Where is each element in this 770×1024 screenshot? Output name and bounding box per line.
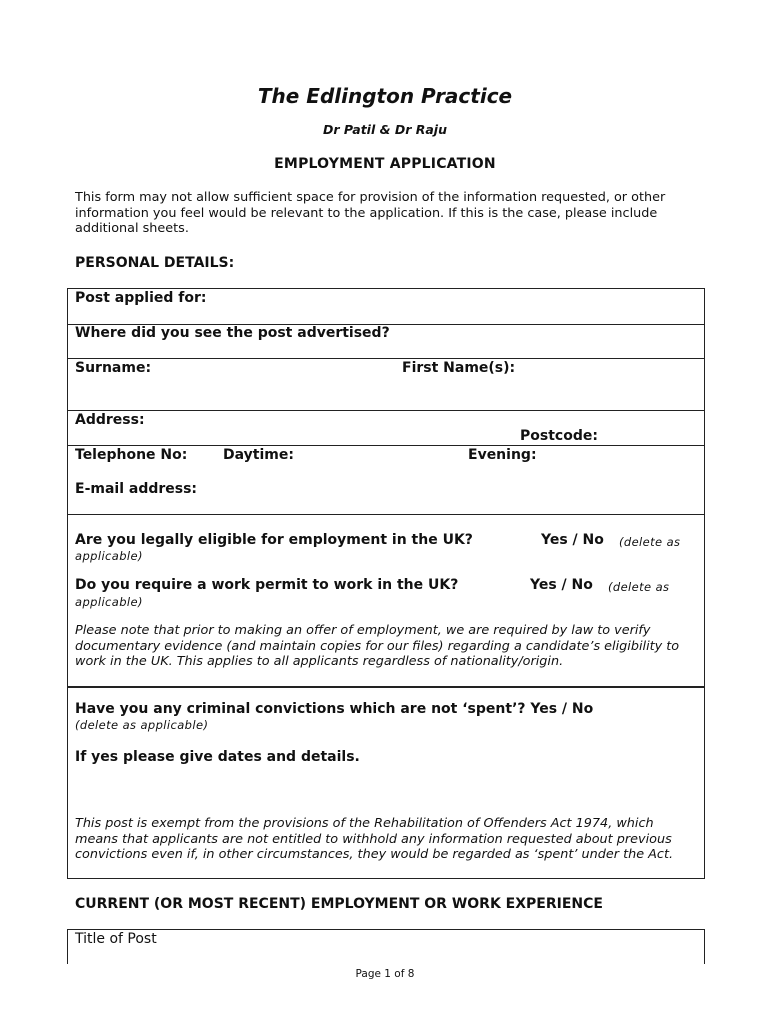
convictions-question: Have you any criminal convictions which are not ‘spent’? Yes / No (75, 701, 594, 717)
eligibility-question: Are you legally eligible for employment in the UK? (75, 532, 473, 548)
advertised-label: Where did you see the post advertised? (75, 325, 390, 341)
doctors-names: Dr Patil & Dr Raju (323, 122, 447, 137)
intro-text: This form may not allow sufficient space for provision of the information requested, or other information you feel would be relevant to the application. If this is the case, please include additional sheets. (75, 190, 666, 236)
convictions-table (67, 686, 705, 879)
convictions-details-label: If yes please give dates and details. (75, 749, 360, 765)
eligibility-notice: Please note that prior to making an offer of employment, we are required by law to verify documentary evidence (and maintain copies for our files) regarding a candidate’s eligibility to work in the UK. This applies to all applicants regardless of nationality/origin. (75, 623, 680, 669)
convictions-note: (delete as applicable) (75, 718, 209, 732)
form-title: EMPLOYMENT APPLICATION (274, 156, 496, 172)
title-of-post-label: Title of Post (75, 931, 157, 947)
row-divider (68, 410, 704, 411)
daytime-label: Daytime: (223, 447, 294, 463)
page-number: Page 1 of 8 (355, 968, 415, 980)
employment-heading: CURRENT (OR MOST RECENT) EMPLOYMENT OR WORK EXPERIENCE (75, 896, 603, 912)
post-applied-label: Post applied for: (75, 290, 207, 306)
work-permit-note: (delete as (608, 580, 670, 594)
work-permit-answer: Yes / No (530, 577, 593, 593)
email-label: E-mail address: (75, 481, 198, 497)
eligibility-note-cont: applicable) (75, 549, 143, 563)
telephone-label: Telephone No: (75, 447, 188, 463)
employment-table (67, 929, 705, 964)
surname-label: Surname: (75, 360, 152, 376)
work-permit-note-cont: applicable) (75, 595, 143, 609)
row-divider (68, 445, 704, 446)
personal-details-heading: PERSONAL DETAILS: (75, 255, 235, 271)
row-divider (68, 514, 704, 515)
first-names-label: First Name(s): (402, 360, 516, 376)
eligibility-answer: Yes / No (541, 532, 604, 548)
evening-label: Evening: (468, 447, 537, 463)
convictions-exempt-text: This post is exempt from the provisions of the Rehabilitation of Offenders Act 1974, which means that applicants are not entitled to withhold any information requested about previous convictions even if, in other circumstances, they would be regarded as ‘spent’ under the Act. (75, 816, 674, 862)
personal-details-table (67, 288, 705, 688)
row-divider (68, 358, 704, 359)
work-permit-question: Do you require a work permit to work in the UK? (75, 577, 459, 593)
eligibility-note: (delete as (619, 535, 681, 549)
postcode-label: Postcode: (520, 428, 598, 444)
address-label: Address: (75, 412, 145, 428)
practice-name: The Edlington Practice (257, 84, 513, 108)
